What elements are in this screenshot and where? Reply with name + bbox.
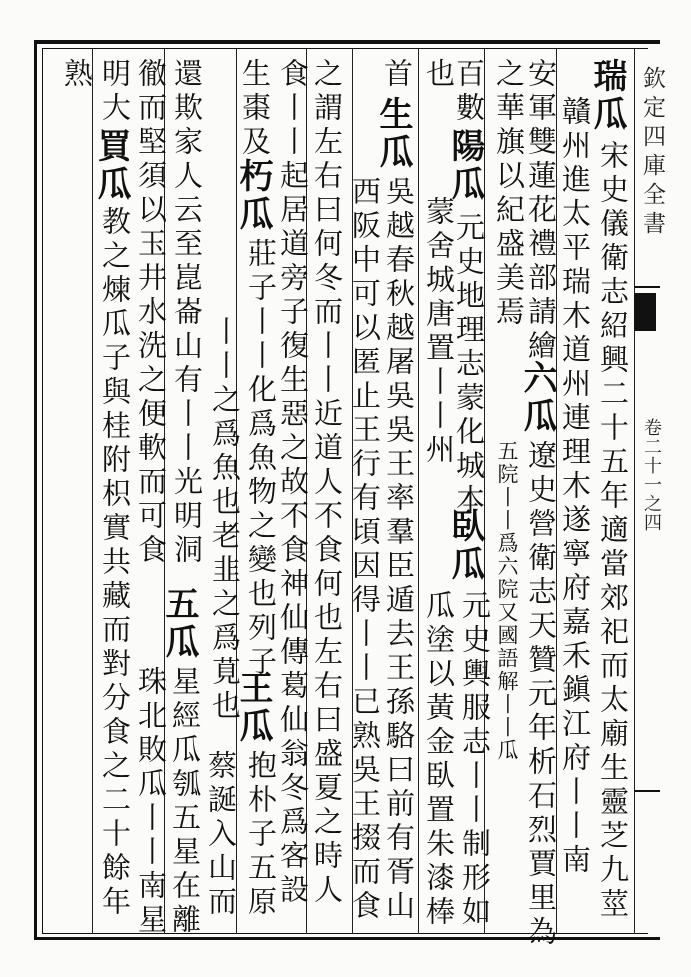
book-title: 欽定四庫全書 xyxy=(639,66,665,240)
text-column: 宋史儀衛志紹興二十五年適當郊祀而太廟生靈芝九莖 xyxy=(596,140,630,922)
heading-yang-gua: 陽瓜 xyxy=(445,128,485,204)
column-rule xyxy=(634,48,635,934)
text-column: 也 xyxy=(422,58,456,92)
heading-wu-gua: 五瓜 xyxy=(159,586,199,662)
heading-liu-gua: 六瓜 xyxy=(517,360,557,436)
text-column: 元史地理志蒙化城本 xyxy=(452,212,486,518)
text-column: 吳越春秋越屠吳吳王率羣臣遁去王孫駱曰前有胥山 xyxy=(382,176,416,924)
text-column: 星經瓜瓠五星在離 xyxy=(168,666,202,938)
text-column: 莊子丨丨化爲魚物之變也列子 xyxy=(244,238,278,680)
column-rule xyxy=(418,48,419,934)
text-column: 之華旗以紀盛美焉 xyxy=(492,58,526,330)
text-column: 安軍雙蓮花禮部請繪 xyxy=(524,58,558,364)
text-column: 徹而堅須以玉井水洗之便軟而可食 xyxy=(134,58,168,568)
text-column: 教之煉瓜子與桂附枳實共藏而對分食之二十餘年 xyxy=(98,206,132,920)
text-column: 生棗及 xyxy=(238,58,272,160)
text-column: 元史輿服志丨丨制形如 xyxy=(458,590,492,930)
text-column: 還欺家人云至崑崙山有丨丨光明洞 xyxy=(170,58,204,568)
text-column: 抱朴子五原 xyxy=(244,750,278,920)
text-column: 西阪中可以匿止王行有頃因得丨丨已熟吳王掇而食 xyxy=(348,176,382,924)
text-column: 丨丨之爲魚也老韭之爲莧也 xyxy=(208,316,242,724)
text-column: 明大 xyxy=(98,58,132,126)
heading-mai-gua: 買瓜 xyxy=(91,128,131,204)
text-column: 蒙舍城唐置丨丨州 xyxy=(422,196,456,468)
heading-xiu-gua: 朽瓜 xyxy=(233,158,273,234)
fishtail-mark xyxy=(634,293,656,331)
text-column: 百數 xyxy=(452,58,486,126)
text-column: 瓜塗以黃金臥置朱漆棒 xyxy=(422,590,456,930)
text-column: 首 xyxy=(380,58,414,92)
text-column: 熟 xyxy=(60,58,94,92)
heading-rui-gua: 瑞瓜 xyxy=(587,58,627,134)
text-column: 蔡誕入山而 xyxy=(204,750,238,920)
text-column: 食丨丨起居道旁子復生惡之故不食神仙傳葛仙翁冬爲客設 xyxy=(276,58,310,908)
heading-sheng-gua: 生瓜 xyxy=(373,96,413,172)
text-column: 贛州進太平瑞木道州連理木遂寧府嘉禾鎭江府丨丨南 xyxy=(558,96,592,878)
margin-rule xyxy=(634,286,660,288)
heading-wang-gua: 王瓜 xyxy=(233,670,273,746)
text-column: 珠北敗瓜丨丨南星 xyxy=(134,666,168,938)
heading-wo-gua: 臥瓜 xyxy=(445,508,485,584)
margin-rule xyxy=(634,790,660,792)
text-column: 遼史營衛志天贊元年析石烈賈里為 xyxy=(524,440,558,950)
volume-label: 卷二十一之四 xyxy=(641,418,662,532)
text-column: 之謂左右曰何冬而丨丨近道人不食何也左右曰盛夏之時人 xyxy=(310,58,344,908)
text-column: 五院丨丨爲六院又國語解丨丨瓜 xyxy=(495,440,519,762)
